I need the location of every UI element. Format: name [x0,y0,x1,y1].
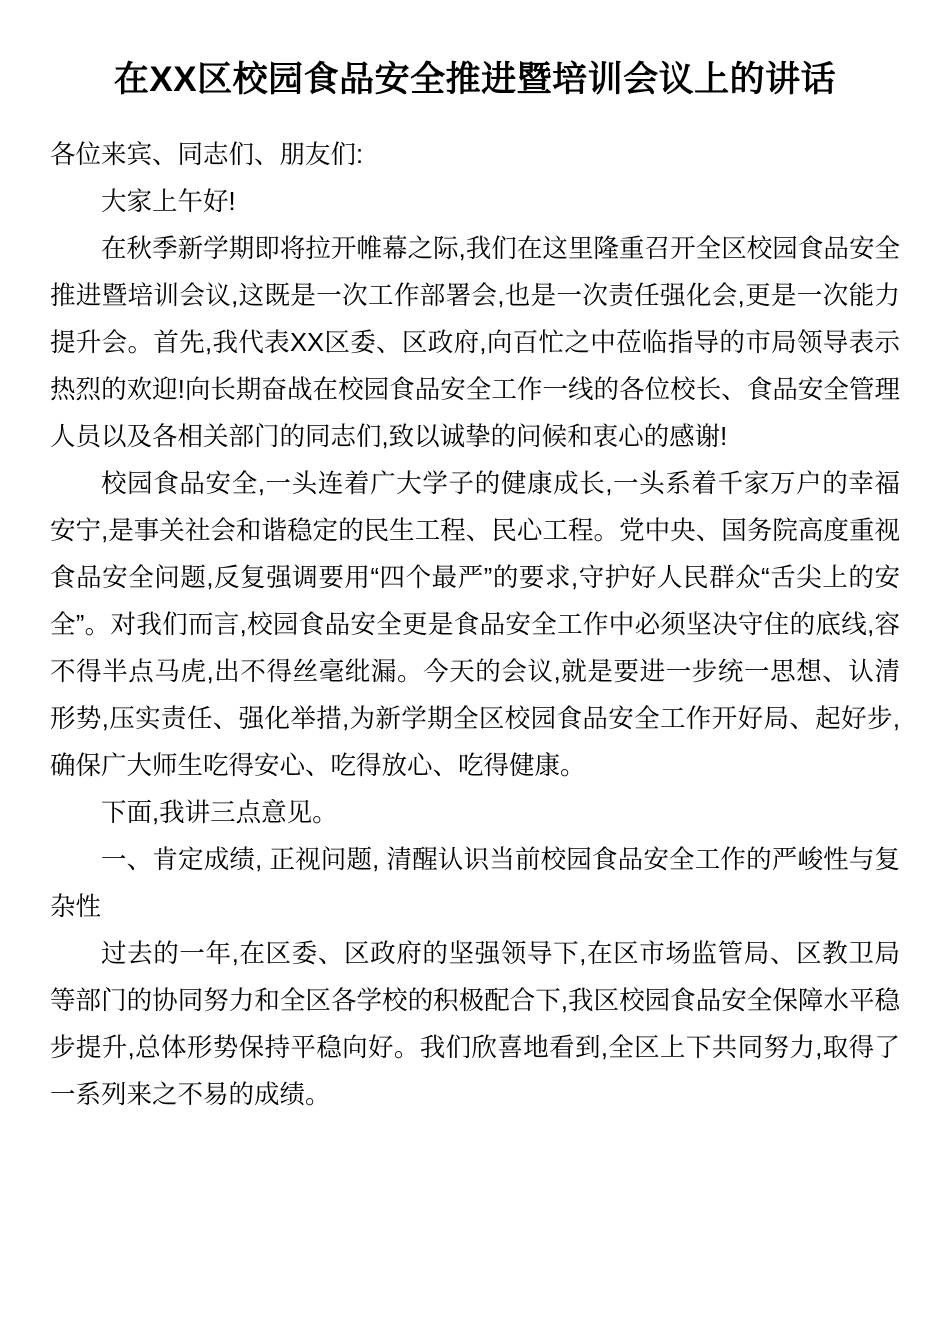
document-body [50,132,900,1119]
paragraph-significance: 校园食品安全,一头连着广大学子的健康成长,一头系着千家万户的幸福安宁,是事关社会和谐稳定的民生工程、民心工程。党中央、国务院高度重视食品安全问题,反复强调要用“四个最严”的要求,守护好人民群众“舌尖上的安全”。对我们而言,校园食品安全更是食品安全工作中必须坚决守住的底线,容不得半点马虎,出不得丝毫纰漏。今天的会议,就是要进一步统一思想、认清形势,压实责任、强化举措,为新学期全区校园食品安全工作开好局、起好步,确保广大师生吃得安心、吃得放心、吃得健康。 [50,470,900,780]
section-heading-one: 一、肯定成绩, 正视问题, 清醒认识当前校园食品安全工作的严峻性与复杂性 [50,846,900,921]
salutation-line: 各位来宾、同志们、朋友们: [50,141,364,169]
paragraph-transition: 下面,我讲三点意见。 [101,799,338,827]
page-title: 在XX区校园食品安全推进暨培训会议上的讲话 [113,60,837,99]
paragraph-greeting: 大家上午好! [101,188,236,216]
paragraph-opening: 在秋季新学期即将拉开帷幕之际,我们在这里隆重召开全区校园食品安全推进暨培训会议,这既是一次工作部署会,也是一次责任强化会,更是一次能力提升会。首先,我代表XX区委、区政府,向百忙之中莅临指导的市局领导表示热烈的欢迎!向长期奋战在校园食品安全工作一线的各位校长、食品安全管理人员以及各相关部门的同志们,致以诚挚的问候和衷心的感谢! [50,235,900,451]
paragraph-achievements: 过去的一年,在区委、区政府的坚强领导下,在区市场监管局、区教卫局等部门的协同努力和全区各学校的积极配合下,我区校园食品安全保障水平稳步提升,总体形势保持平稳向好。我们欣喜地看到,全区上下共同努力,取得了一系列来之不易的成绩。 [50,940,900,1109]
